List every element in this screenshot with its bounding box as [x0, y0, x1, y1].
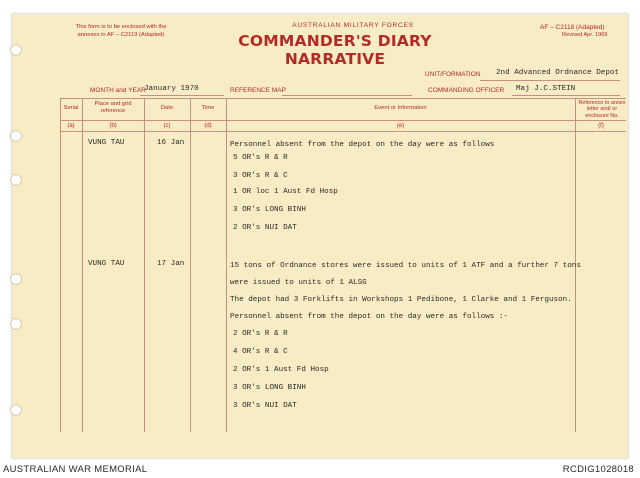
- entry-line: 3 OR's LONG BINH: [233, 206, 306, 214]
- month-year-value: January 1970: [144, 85, 199, 93]
- column-rule: [190, 98, 191, 432]
- unit-underline: [480, 80, 620, 81]
- entry-line: 2 OR's NUI DAT: [233, 224, 297, 232]
- archive-credit: AUSTRALIAN WAR MEMORIAL: [3, 464, 148, 475]
- punch-hole: [10, 130, 22, 142]
- column-letter: (f): [598, 123, 604, 129]
- entry-line: 15 tons of Ordnance stores were issued to units of 1 ATF and a further 7 tons: [230, 262, 581, 270]
- month-year-label: MONTH and YEAR: [90, 87, 146, 94]
- month-year-underline: [140, 95, 224, 96]
- punch-hole: [10, 273, 22, 285]
- reference-map-label: REFERENCE MAP: [230, 87, 286, 94]
- revision-date: Revised Apr. 1969: [562, 32, 608, 38]
- column-letter: (c): [163, 123, 171, 129]
- entry-line: The depot had 3 Forklifts in Workshops 1 Pedibone, 1 Clarke and 1 Ferguson.: [230, 296, 572, 304]
- entry-date: 17 Jan: [157, 260, 185, 268]
- entry-date: 16 Jan: [157, 139, 185, 147]
- enclosure-note-line: This form is to be enclosed with the: [75, 24, 167, 30]
- column-rule: [226, 98, 227, 432]
- column-header-event: Event or Information: [374, 105, 427, 111]
- entry-line: 2 OR's 1 Aust Fd Hosp: [233, 366, 329, 374]
- unit-formation-label: UNIT/FORMATION: [425, 71, 481, 78]
- column-rule: [60, 98, 61, 432]
- commanding-officer-label: COMMANDING OFFICER: [428, 87, 505, 94]
- entry-line: were issued to units of 1 ALSG: [230, 279, 367, 287]
- entry-line: 5 OR's R & R: [233, 154, 288, 162]
- column-letter: (b): [109, 123, 117, 129]
- entry-line: 1 OR loc 1 Aust Fd Hosp: [233, 188, 338, 196]
- column-letter: (a): [67, 123, 75, 129]
- entry-line: Personnel absent from the depot on the day were as follows :-: [230, 313, 508, 321]
- entry-place: VUNG TAU: [88, 260, 125, 268]
- punch-hole: [10, 174, 22, 186]
- commanding-officer-underline: [512, 95, 620, 96]
- reference-map-underline: [282, 95, 412, 96]
- unit-formation-value: 2nd Advanced Ordnance Depot: [496, 69, 620, 77]
- column-rule: [82, 98, 83, 432]
- entry-line: 3 OR's R & C: [233, 172, 288, 180]
- entry-place: VUNG TAU: [88, 139, 125, 147]
- entry-line: 3 OR's LONG BINH: [233, 384, 306, 392]
- punch-hole: [10, 404, 22, 416]
- column-header-time: Time: [201, 105, 215, 111]
- entry-line: 2 OR's R & R: [233, 330, 288, 338]
- column-letter: (d): [204, 123, 212, 129]
- commanding-officer-value: Maj J.C.STEIN: [516, 85, 576, 93]
- entry-line: 3 OR's NUI DAT: [233, 402, 297, 410]
- archive-reference: RCDIG1028018: [562, 464, 634, 475]
- organization-heading: AUSTRALIAN MILITARY FORCES: [292, 22, 414, 29]
- column-header-reference: Reference to annex letter and/ or enclosure No.: [578, 100, 626, 119]
- form-title: COMMANDER'S DIARY NARRATIVE: [238, 32, 432, 68]
- punch-hole: [10, 44, 22, 56]
- column-header-serial: Serial: [63, 105, 79, 111]
- column-rule: [144, 98, 145, 432]
- column-letter: (e): [396, 123, 405, 129]
- punch-hole: [10, 318, 22, 330]
- entry-line: Personnel absent from the depot on the day were as follows: [230, 141, 495, 149]
- form-code: AF – C2118 (Adapted): [540, 24, 605, 31]
- enclosure-note: [56, 24, 186, 39]
- column-header-date: Date: [160, 105, 174, 111]
- column-header-place: Place and grid reference: [94, 101, 132, 114]
- enclosure-note-line: annexes in AF – C2119 (Adapted): [77, 31, 165, 38]
- entry-line: 4 OR's R & C: [233, 348, 288, 356]
